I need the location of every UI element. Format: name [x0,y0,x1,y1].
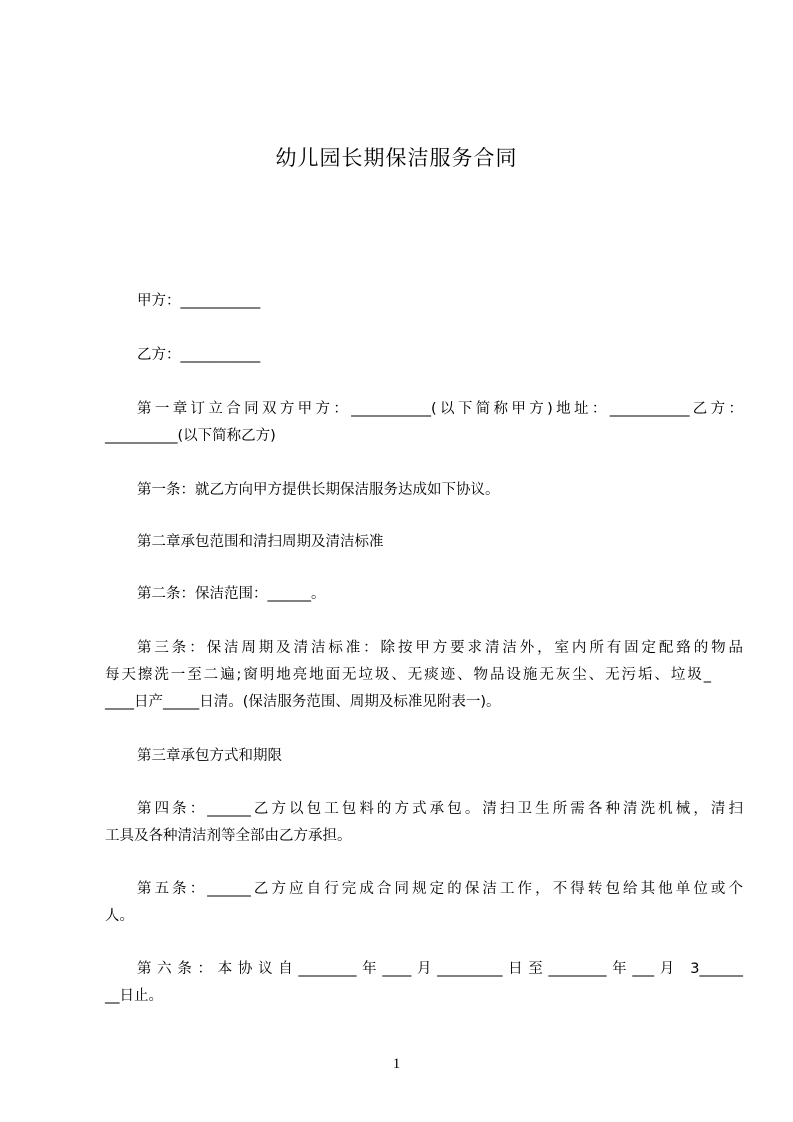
article-6-line-2: __日止。 [105,988,163,1004]
article-4-line-2: 工具及各种清洁剂等全部由乙方承担。 [105,828,352,844]
article-3-line-1: 第三条：保洁周期及清洁标准：除按甲方要求清洁外，室内所有固定配臵的物品 [137,640,743,656]
page-number: 1 [392,1056,401,1072]
article-3-line-3: ____日产_____日清。(保洁服务范围、周期及标准见附表一)。 [105,694,501,710]
article-5-line-2: 人。 [105,908,134,924]
article-6-line-1: 第六条：本协议自________年____月_________日至________年___月 3______ [137,961,743,977]
article-3-line-2: 每天擦洗一至二遍;窗明地亮地面无垃圾、无痰迹、物品设施无灰尘、无污垢、垃圾_ [105,667,711,683]
party-b-line: 乙方：___________ [137,347,261,363]
page-title: 幼儿园长期保洁服务合同 [275,146,518,170]
chapter-1-line-2: __________(以下简称乙方) [105,428,276,444]
chapter-3-heading: 第三章承包方式和期限 [137,748,282,764]
chapter-1-line-1: 第一章订立合同双方甲方：___________(以下简称甲方)地址：___________乙方： [137,401,743,417]
article-1: 第一条：就乙方向甲方提供长期保洁服务达成如下协议。 [137,482,500,498]
party-a-line: 甲方：___________ [137,293,261,309]
article-4-line-1: 第四条：______乙方以包工包料的方式承包。清扫卫生所需各种清洗机械，清扫 [137,801,743,817]
article-2: 第二条：保洁范围：______。 [137,586,326,602]
article-5-line-1: 第五条：______乙方应自行完成合同规定的保洁工作，不得转包给其他单位或个 [137,881,743,897]
chapter-2-heading: 第二章承包范围和清扫周期及清洁标准 [137,534,384,550]
